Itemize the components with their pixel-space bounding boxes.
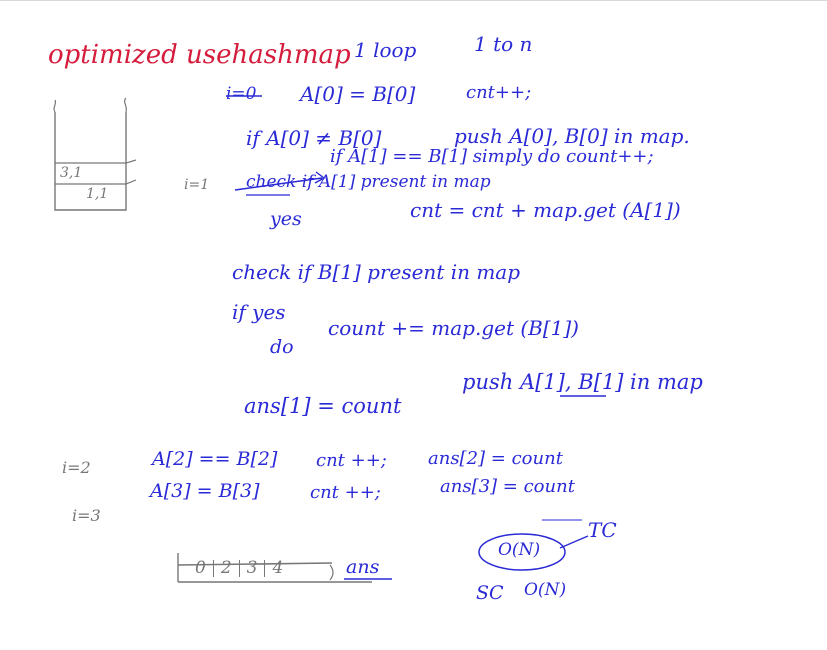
if-not-equal: if A[0] ≠ B[0] bbox=[246, 126, 382, 150]
i3-cond: A[3] = B[3] bbox=[150, 480, 260, 502]
ans-cell: 4 bbox=[272, 558, 284, 578]
if-yes: if yes bbox=[232, 300, 286, 324]
do-label: do bbox=[270, 336, 294, 358]
i3-op: cnt ++; bbox=[310, 482, 381, 503]
tc-label: TC bbox=[588, 518, 617, 542]
i2-ans: ans[2] = count bbox=[428, 448, 563, 469]
ans-cell: 3 bbox=[240, 560, 266, 577]
i1-check-a: check if A[1] present in map bbox=[246, 172, 491, 192]
header-range: 1 to n bbox=[474, 32, 533, 56]
ans-label: ans bbox=[346, 556, 380, 578]
space-complexity: O(N) bbox=[524, 580, 567, 600]
push-both: push A[1], B[1] in map bbox=[462, 370, 703, 394]
i3-ans: ans[3] = count bbox=[440, 476, 575, 497]
ans-cell: 2 bbox=[214, 560, 240, 577]
i2-label: i=2 bbox=[62, 458, 91, 477]
i0-label: i=0 bbox=[226, 84, 257, 104]
i2-op: cnt ++; bbox=[316, 450, 387, 471]
ans-cell: 0 bbox=[188, 560, 214, 577]
sc-label: SC bbox=[476, 582, 504, 604]
i0-count: cnt++; bbox=[466, 82, 532, 103]
time-complexity: O(N) bbox=[498, 540, 541, 560]
yes-label: yes bbox=[270, 208, 302, 230]
count-add: count += map.get (B[1]) bbox=[328, 316, 579, 340]
i1-if-equal: if A[1] == B[1] simply do count++; bbox=[330, 146, 654, 167]
i0-compare: A[0] = B[0] bbox=[300, 82, 416, 106]
push-map: push A[0], B[0] in map. bbox=[454, 124, 690, 148]
map-entry-1: 3,1 bbox=[60, 165, 83, 181]
title-optimized-hashmap: optimized usehashmap bbox=[48, 40, 351, 70]
i1-label: i=1 bbox=[184, 177, 210, 193]
header-loop: 1 loop bbox=[354, 38, 417, 62]
answer-array bbox=[188, 560, 290, 577]
check-b: check if B[1] present in map bbox=[232, 260, 521, 284]
map-entry-2: 1,1 bbox=[86, 186, 109, 202]
cnt-update: cnt = cnt + map.get (A[1]) bbox=[410, 198, 681, 222]
i2-cond: A[2] == B[2] bbox=[152, 448, 278, 470]
ans1-count: ans[1] = count bbox=[244, 394, 402, 418]
i3-label: i=3 bbox=[72, 506, 101, 525]
